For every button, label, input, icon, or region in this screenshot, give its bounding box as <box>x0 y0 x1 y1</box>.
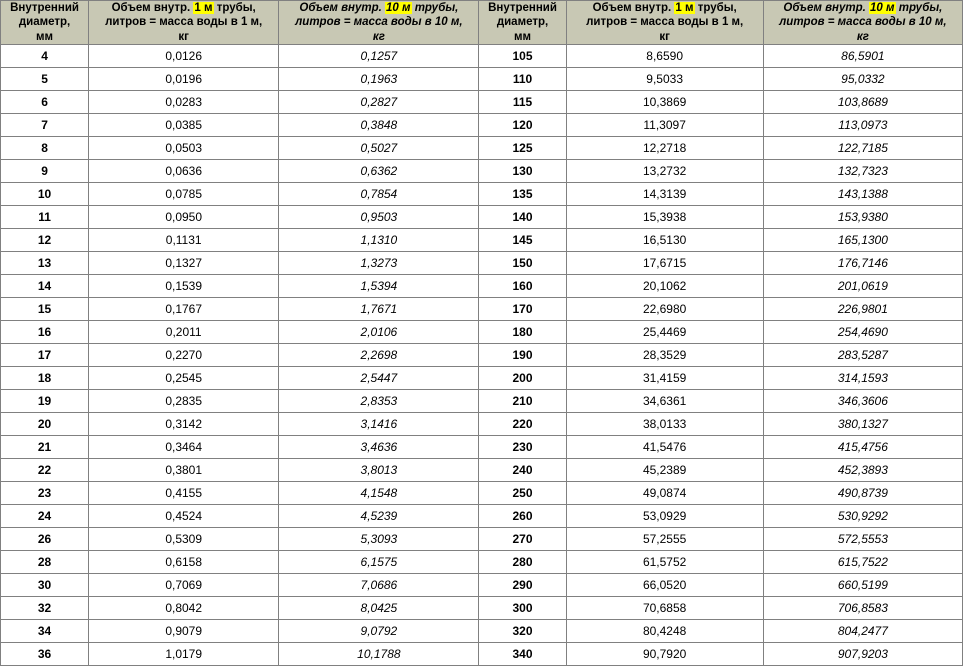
header-prefix: Объем внутр. <box>111 2 194 14</box>
table-cell: 160 <box>479 275 566 298</box>
table-cell: 110 <box>479 68 566 91</box>
table-cell: 0,0196 <box>89 68 279 91</box>
header-highlight-1m: 1 м <box>675 2 694 14</box>
table-cell: 240 <box>479 459 566 482</box>
table-cell: 14,3139 <box>566 183 763 206</box>
table-cell: 105 <box>479 45 566 68</box>
table-cell: 5 <box>1 68 89 91</box>
header-line-3: кг <box>659 30 670 43</box>
header-line-2: литров = масса воды в 1 м, <box>586 16 744 29</box>
table-cell: 41,5476 <box>566 436 763 459</box>
table-cell: 6,1575 <box>279 551 479 574</box>
table-cell: 135 <box>479 183 566 206</box>
header-line-3: кг <box>178 30 189 43</box>
table-row <box>1 91 963 114</box>
table-cell: 176,7146 <box>763 252 962 275</box>
table-row <box>1 298 963 321</box>
table-cell: 280 <box>479 551 566 574</box>
header-suffix: трубы, <box>694 2 737 14</box>
table-cell: 103,8689 <box>763 91 962 114</box>
table-row <box>1 574 963 597</box>
table-cell: 0,8042 <box>89 597 279 620</box>
table-cell: 0,0950 <box>89 206 279 229</box>
table-row <box>1 505 963 528</box>
table-cell: 17 <box>1 344 89 367</box>
table-cell: 4 <box>1 45 89 68</box>
table-cell: 130 <box>479 160 566 183</box>
table-cell: 0,2827 <box>279 91 479 114</box>
table-row <box>1 275 963 298</box>
table-cell: 34 <box>1 620 89 643</box>
table-cell: 80,4248 <box>566 620 763 643</box>
table-cell: 19 <box>1 390 89 413</box>
table-cell: 180 <box>479 321 566 344</box>
table-row <box>1 643 963 666</box>
table-row <box>1 137 963 160</box>
table-row <box>1 344 963 367</box>
table-cell: 7,0686 <box>279 574 479 597</box>
table-cell: 340 <box>479 643 566 666</box>
table-cell: 490,8739 <box>763 482 962 505</box>
table-body <box>1 45 963 666</box>
table-cell: 314,1593 <box>763 367 962 390</box>
table-row <box>1 321 963 344</box>
table-cell: 122,7185 <box>763 137 962 160</box>
header-line-3: мм <box>514 30 532 43</box>
table-cell: 20 <box>1 413 89 436</box>
table-cell: 20,1062 <box>566 275 763 298</box>
header-line-3: кг <box>372 30 385 43</box>
table-cell: 95,0332 <box>763 68 962 91</box>
table-cell: 210 <box>479 390 566 413</box>
table-cell: 45,2389 <box>566 459 763 482</box>
table-cell: 10,3869 <box>566 91 763 114</box>
header-highlight-1m: 1 м <box>194 2 213 14</box>
table-cell: 226,9801 <box>763 298 962 321</box>
table-cell: 0,3142 <box>89 413 279 436</box>
table-cell: 0,3801 <box>89 459 279 482</box>
table-row <box>1 114 963 137</box>
table-cell: 220 <box>479 413 566 436</box>
header-highlight-10m: 10 м <box>870 2 895 14</box>
header-suffix: трубы, <box>213 2 256 14</box>
table-cell: 1,5394 <box>279 275 479 298</box>
table-cell: 10 <box>1 183 89 206</box>
table-row <box>1 229 963 252</box>
table-cell: 0,1327 <box>89 252 279 275</box>
header-line-2: диаметр, <box>18 16 71 29</box>
table-cell: 0,0126 <box>89 45 279 68</box>
table-cell: 200 <box>479 367 566 390</box>
table-cell: 201,0619 <box>763 275 962 298</box>
column-header-inner-diameter-right <box>479 1 566 45</box>
table-cell: 170 <box>479 298 566 321</box>
table-cell: 0,2011 <box>89 321 279 344</box>
table-cell: 120 <box>479 114 566 137</box>
header-line-2: диаметр, <box>496 16 549 29</box>
table-row <box>1 367 963 390</box>
header-line-3: мм <box>36 30 54 43</box>
header-highlight-10m: 10 м <box>386 2 411 14</box>
column-header-inner-diameter-left <box>1 1 89 45</box>
table-row <box>1 390 963 413</box>
table-cell: 380,1327 <box>763 413 962 436</box>
table-cell: 30 <box>1 574 89 597</box>
header-line-3: кг <box>856 30 869 43</box>
table-cell: 49,0874 <box>566 482 763 505</box>
table-cell: 31,4159 <box>566 367 763 390</box>
table-cell: 15 <box>1 298 89 321</box>
table-cell: 1,0179 <box>89 643 279 666</box>
table-cell: 13 <box>1 252 89 275</box>
table-cell: 346,3606 <box>763 390 962 413</box>
header-line-1: Внутренний <box>488 2 557 14</box>
table-cell: 3,4636 <box>279 436 479 459</box>
column-header-volume-1m-left <box>89 1 279 45</box>
table-cell: 0,0785 <box>89 183 279 206</box>
table-cell: 10,1788 <box>279 643 479 666</box>
table-cell: 13,2732 <box>566 160 763 183</box>
table-cell: 0,4524 <box>89 505 279 528</box>
header-row <box>1 1 963 45</box>
table-cell: 32 <box>1 597 89 620</box>
table-cell: 165,1300 <box>763 229 962 252</box>
table-cell: 0,0636 <box>89 160 279 183</box>
table-cell: 90,7920 <box>566 643 763 666</box>
table-cell: 230 <box>479 436 566 459</box>
table-cell: 86,5901 <box>763 45 962 68</box>
table-cell: 0,1131 <box>89 229 279 252</box>
table-cell: 15,3938 <box>566 206 763 229</box>
table-cell: 2,0106 <box>279 321 479 344</box>
table-cell: 6 <box>1 91 89 114</box>
table-cell: 16,5130 <box>566 229 763 252</box>
table-cell: 57,2555 <box>566 528 763 551</box>
table-cell: 115 <box>479 91 566 114</box>
table-cell: 2,2698 <box>279 344 479 367</box>
table-cell: 143,1388 <box>763 183 962 206</box>
header-line-2: литров = масса воды в 1 м, <box>105 16 263 29</box>
table-cell: 190 <box>479 344 566 367</box>
table-cell: 21 <box>1 436 89 459</box>
table-row <box>1 160 963 183</box>
table-cell: 17,6715 <box>566 252 763 275</box>
table-cell: 11 <box>1 206 89 229</box>
table-cell: 145 <box>479 229 566 252</box>
table-cell: 1,7671 <box>279 298 479 321</box>
table-row <box>1 551 963 574</box>
table-cell: 907,9203 <box>763 643 962 666</box>
table-row <box>1 482 963 505</box>
table-cell: 3,8013 <box>279 459 479 482</box>
table-row <box>1 68 963 91</box>
table-cell: 615,7522 <box>763 551 962 574</box>
table-cell: 22,6980 <box>566 298 763 321</box>
table-cell: 530,9292 <box>763 505 962 528</box>
table-cell: 300 <box>479 597 566 620</box>
table-cell: 132,7323 <box>763 160 962 183</box>
table-cell: 660,5199 <box>763 574 962 597</box>
table-cell: 16 <box>1 321 89 344</box>
table-cell: 0,7854 <box>279 183 479 206</box>
header-prefix: Объем внутр. <box>783 2 870 14</box>
table-cell: 8 <box>1 137 89 160</box>
table-cell: 3,1416 <box>279 413 479 436</box>
table-cell: 8,0425 <box>279 597 479 620</box>
table-cell: 5,3093 <box>279 528 479 551</box>
table-cell: 18 <box>1 367 89 390</box>
table-cell: 0,9503 <box>279 206 479 229</box>
table-cell: 270 <box>479 528 566 551</box>
table-cell: 290 <box>479 574 566 597</box>
table-cell: 0,1539 <box>89 275 279 298</box>
header-line-2: литров = масса воды в 10 м, <box>295 16 463 29</box>
table-cell: 8,6590 <box>566 45 763 68</box>
table-cell: 25,4469 <box>566 321 763 344</box>
table-cell: 38,0133 <box>566 413 763 436</box>
table-cell: 66,0520 <box>566 574 763 597</box>
table-row <box>1 620 963 643</box>
column-header-volume-10m-left <box>279 1 479 45</box>
table-row <box>1 528 963 551</box>
table-cell: 0,1963 <box>279 68 479 91</box>
table-row <box>1 597 963 620</box>
table-header <box>1 1 963 45</box>
table-cell: 572,5553 <box>763 528 962 551</box>
table-cell: 4,5239 <box>279 505 479 528</box>
table-row <box>1 436 963 459</box>
table-cell: 0,9079 <box>89 620 279 643</box>
table-row <box>1 45 963 68</box>
table-cell: 28 <box>1 551 89 574</box>
table-cell: 24 <box>1 505 89 528</box>
table-cell: 36 <box>1 643 89 666</box>
column-header-volume-10m-right <box>763 1 962 45</box>
table-cell: 452,3893 <box>763 459 962 482</box>
table-cell: 0,0385 <box>89 114 279 137</box>
table-cell: 4,1548 <box>279 482 479 505</box>
table-cell: 283,5287 <box>763 344 962 367</box>
table-cell: 0,2835 <box>89 390 279 413</box>
table-cell: 250 <box>479 482 566 505</box>
table-cell: 0,3464 <box>89 436 279 459</box>
table-row <box>1 183 963 206</box>
table-cell: 22 <box>1 459 89 482</box>
table-cell: 260 <box>479 505 566 528</box>
table-cell: 113,0973 <box>763 114 962 137</box>
table-cell: 0,6158 <box>89 551 279 574</box>
table-row <box>1 206 963 229</box>
table-row <box>1 413 963 436</box>
table-cell: 254,4690 <box>763 321 962 344</box>
table-cell: 415,4756 <box>763 436 962 459</box>
table-cell: 0,3848 <box>279 114 479 137</box>
header-line-2: литров = масса воды в 10 м, <box>779 16 947 29</box>
table-cell: 0,6362 <box>279 160 479 183</box>
table-cell: 70,6858 <box>566 597 763 620</box>
table-cell: 125 <box>479 137 566 160</box>
table-cell: 0,7069 <box>89 574 279 597</box>
table-cell: 320 <box>479 620 566 643</box>
table-cell: 26 <box>1 528 89 551</box>
table-cell: 12,2718 <box>566 137 763 160</box>
table-cell: 9,0792 <box>279 620 479 643</box>
table-cell: 7 <box>1 114 89 137</box>
table-cell: 0,5027 <box>279 137 479 160</box>
table-cell: 0,1767 <box>89 298 279 321</box>
header-prefix: Объем внутр. <box>299 2 386 14</box>
table-cell: 2,8353 <box>279 390 479 413</box>
table-cell: 12 <box>1 229 89 252</box>
table-cell: 0,4155 <box>89 482 279 505</box>
column-header-volume-1m-right <box>566 1 763 45</box>
table-cell: 61,5752 <box>566 551 763 574</box>
header-prefix: Объем внутр. <box>592 2 675 14</box>
table-cell: 11,3097 <box>566 114 763 137</box>
table-cell: 140 <box>479 206 566 229</box>
table-cell: 1,1310 <box>279 229 479 252</box>
header-suffix: трубы, <box>411 2 459 14</box>
table-cell: 9,5033 <box>566 68 763 91</box>
table-row <box>1 252 963 275</box>
table-cell: 0,0503 <box>89 137 279 160</box>
table-cell: 53,0929 <box>566 505 763 528</box>
header-suffix: трубы, <box>895 2 943 14</box>
table-cell: 706,8583 <box>763 597 962 620</box>
table-cell: 23 <box>1 482 89 505</box>
table-row <box>1 459 963 482</box>
table-cell: 1,3273 <box>279 252 479 275</box>
table-cell: 2,5447 <box>279 367 479 390</box>
header-line-1: Внутренний <box>10 2 79 14</box>
table-cell: 28,3529 <box>566 344 763 367</box>
table-cell: 804,2477 <box>763 620 962 643</box>
table-cell: 14 <box>1 275 89 298</box>
table-cell: 0,2545 <box>89 367 279 390</box>
table-cell: 0,5309 <box>89 528 279 551</box>
table-cell: 0,2270 <box>89 344 279 367</box>
table-cell: 153,9380 <box>763 206 962 229</box>
table-cell: 34,6361 <box>566 390 763 413</box>
table-cell: 9 <box>1 160 89 183</box>
table-cell: 150 <box>479 252 566 275</box>
table-cell: 0,1257 <box>279 45 479 68</box>
table-cell: 0,0283 <box>89 91 279 114</box>
